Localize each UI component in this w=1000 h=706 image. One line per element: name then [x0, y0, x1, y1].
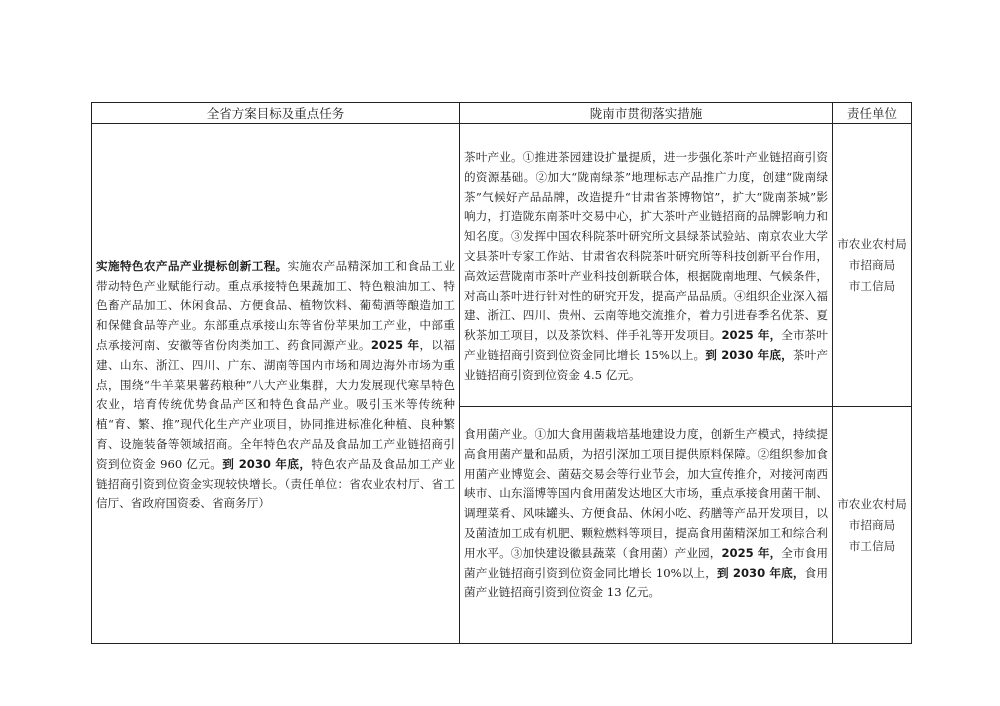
responsible-unit: 市工信局	[848, 278, 896, 293]
responsible-unit: 市农业农村局	[837, 236, 907, 251]
city-measure-cell	[460, 124, 833, 407]
measure-body: 茶叶产业。①推进茶园建设扩量提质，进一步强化茶叶产业链招商引资的资源基础。②加大“陇南绿茶”地理标志产品推广力度，创建“陇南绿茶”气候好产品品牌，改造提升“甘肃省茶博物馆”，扩大“陇南茶城”影响力，打造陇东南茶叶交易中心，扩大茶叶产业链招商的品牌影响力和知名度。③发挥中国农科院茶叶研究所文县绿茶试验站、南京农业大学文县茶叶专家工作站、甘肃省农科院茶叶研究所等科技创新平台作用，高效运营陇南市茶叶产业科技创新联合体，根据陇南地理、气候条件，对高山茶叶进行针对性的研究开发，提高产品品质。④组织企业深入福建、浙江、四川、贵州、云南等地交流推介，着力引进春季名优茶、夏秋茶加工项目，以及茶饮料、伴手礼等开发项目。	[464, 150, 828, 343]
measure-body: 全市茶叶产业链招商引资到位资金同比增长 15%以上。	[464, 328, 828, 362]
responsible-unit: 市招商局	[848, 517, 896, 532]
measure-year-2025: 2025 年，	[721, 545, 782, 560]
city-measure-text	[464, 148, 828, 386]
provincial-task-cell	[92, 124, 460, 644]
measure-body: 食用菌产业链招商引资到位资金 13 亿元。	[464, 565, 828, 600]
responsible-unit: 市工信局	[848, 538, 896, 553]
task-body: 实施农产品精深加工和食品工业带动特色产业赋能行动。重点承接特色果蔬加工、特色粮油加工、特色畜产品加工、休闲食品、方便食品、植物饮料、葡萄酒等酿造加工和保健食品等产业。东部重点承接山东等省份苹果加工产业，中部重点承接河南、安徽等省份肉类加工、药食同源产业。	[96, 258, 455, 352]
task-body: ，以福建、山东、浙江、四川、广东、湖南等国内市场和周边海外市场为重点，围绕“牛羊菜果薯药粮种”八大产业集群，大力发展现代寒旱特色农业，培育传统优势食品产区和特色食品产业。吸引玉米等传统种植“育、繁、推”现代化生产产业项目，协同推进标准化种植、良种繁育、设施装备等领域招商。全年特色农产品及食品加工产业链招商引资到位资金 960 亿元。	[96, 338, 455, 471]
provincial-task-text	[96, 257, 455, 514]
task-heading: 实施特色农产品产业提标创新工程。	[96, 258, 288, 273]
task-year-2030: 到 2030 年底，	[222, 456, 312, 471]
table-header-row	[92, 103, 912, 124]
city-measure-cell	[460, 407, 833, 644]
responsible-unit-cell	[833, 124, 912, 407]
header-provincial-tasks: 全省方案目标及重点任务	[92, 103, 460, 124]
task-table	[91, 102, 912, 644]
measure-body: 茶叶产业链招商引资到位资金 4.5 亿元。	[464, 347, 828, 382]
task-year-2025: 2025 年	[370, 338, 420, 352]
measure-body: 全市食用菌产业链招商引资到位资金同比增长 10%以上，	[464, 545, 828, 580]
table-row	[92, 124, 912, 407]
city-measure-text	[464, 425, 828, 603]
measure-body: 食用菌产业。①加大食用菌栽培基地建设力度，创新生产模式，持续提高食用菌产量和品质，为招引深加工项目提供原料保障。②组织参加食用菌产业博览会、菌菇交易会等行业节会，加大宣传推介，对接河南西峡市、山东淄博等国内食用菌发达地区大市场，重点承接食用菌干制、调理菜肴、风味罐头、方便食品、休闲小吃、药膳等产品开发项目，以及菌渣加工成有机肥、颗粒燃料等项目，提高食用菌精深加工和综合利用水平。③加快建设徽县蔬菜（食用菌）产业园，	[464, 427, 828, 560]
measure-year-2025: 2025 年，	[721, 328, 782, 343]
responsible-unit: 市招商局	[848, 257, 896, 272]
responsible-unit-cell	[833, 407, 912, 644]
measure-year-2030: 到 2030 年底，	[705, 347, 793, 362]
measure-year-2030: 到 2030 年底，	[716, 565, 805, 580]
header-responsible-unit: 责任单位	[833, 103, 912, 124]
header-city-measures: 陇南市贯彻落实措施	[460, 103, 833, 124]
task-body: 特色农产品及食品加工产业链招商引资到位资金实现较快增长。（责任单位：省农业农村厅、省工信厅、省政府国资委、省商务厅）	[96, 456, 455, 511]
responsible-unit: 市农业农村局	[837, 496, 907, 511]
